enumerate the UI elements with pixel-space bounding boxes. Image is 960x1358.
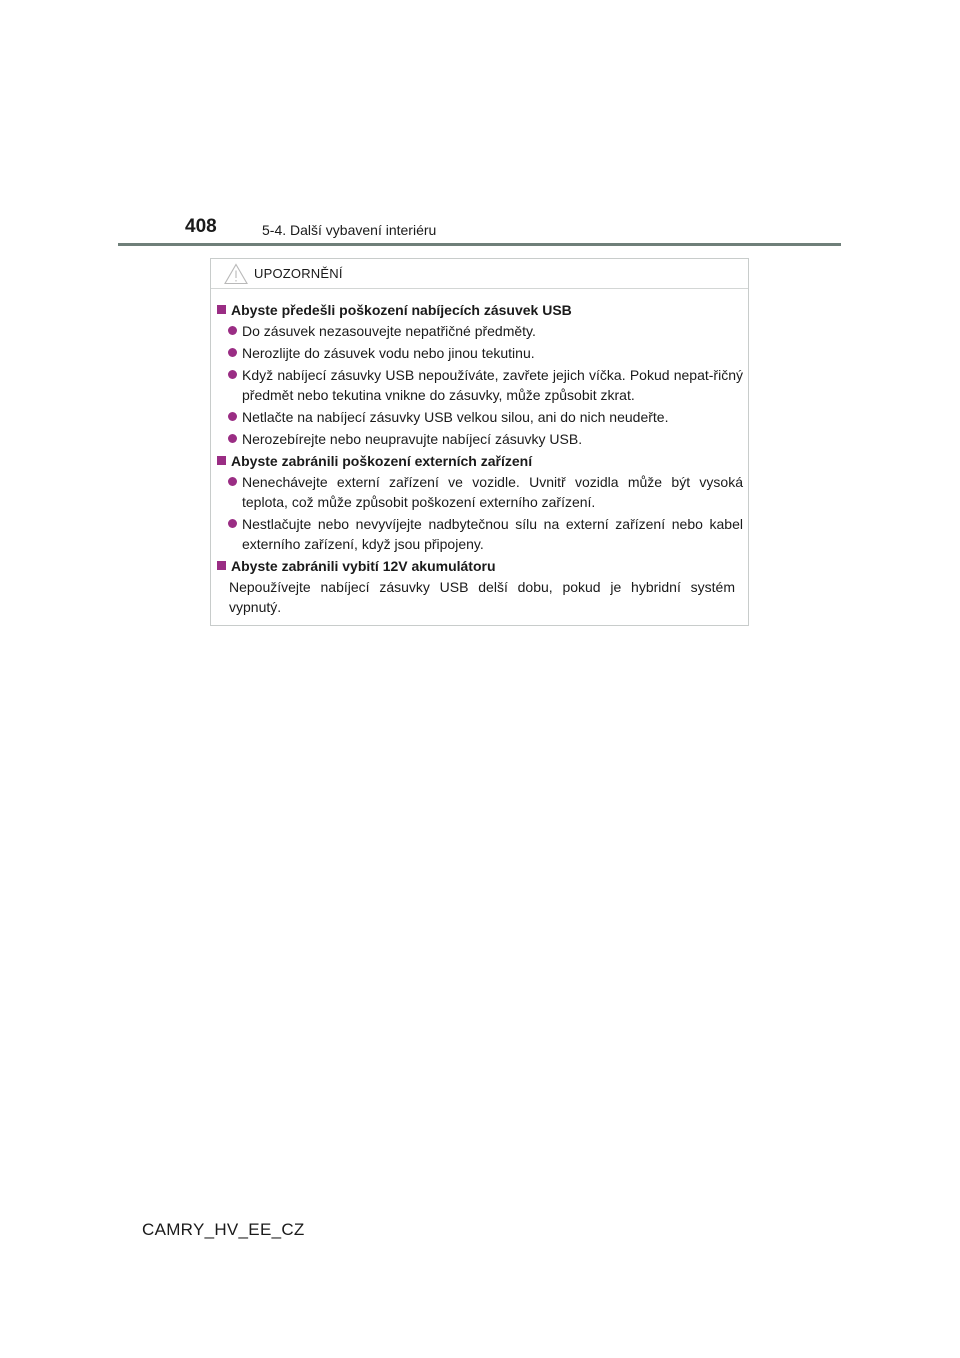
warning-triangle-icon xyxy=(224,263,248,285)
bullet-dot-icon xyxy=(228,412,237,421)
warning-box xyxy=(210,258,749,626)
list-item: Do zásuvek nezasouvejte nepatřičné předměty. xyxy=(217,321,745,341)
section-external-devices xyxy=(217,451,745,554)
bullet-dot-icon xyxy=(228,434,237,443)
bullet-dot-icon xyxy=(228,348,237,357)
list-item: Když nabíjecí zásuvky USB nepoužíváte, zavřete jejich víčka. Pokud nepat-řičný předmět nebo tekutina vnikne do zásuvky, může způsobit zkrat. xyxy=(217,365,745,405)
section-title-battery: Abyste zabránili vybití 12V akumulátoru xyxy=(231,558,496,574)
warning-header xyxy=(211,259,748,289)
bullet-dot-icon xyxy=(228,370,237,379)
header-rule xyxy=(118,243,841,246)
warning-content xyxy=(217,300,745,619)
section-title: 5-4. Další vybavení interiéru xyxy=(262,222,437,238)
bullet-dot-icon xyxy=(228,477,237,486)
list-item: Netlačte na nabíjecí zásuvky USB velkou silou, ani do nich neudeřte. xyxy=(217,407,745,427)
section-battery xyxy=(217,556,745,617)
document-code: CAMRY_HV_EE_CZ xyxy=(142,1220,305,1239)
warning-label: UPOZORNĚNÍ xyxy=(254,266,343,281)
bullet-dot-icon xyxy=(228,326,237,335)
section-paragraph: Nepoužívejte nabíjecí zásuvky USB delší dobu, pokud je hybridní systém vypnutý. xyxy=(229,579,735,615)
square-bullet-icon xyxy=(217,561,226,570)
bullet-dot-icon xyxy=(228,519,237,528)
list-item: Nerozlijte do zásuvek vodu nebo jinou tekutinu. xyxy=(217,343,745,363)
section-title-external: Abyste zabránili poškození externích zařízení xyxy=(231,453,533,469)
square-bullet-icon xyxy=(217,305,226,314)
section-usb xyxy=(217,300,745,449)
list-item: Nerozebírejte nebo neupravujte nabíjecí zásuvky USB. xyxy=(217,429,745,449)
square-bullet-icon xyxy=(217,456,226,465)
list-item: Nenechávejte externí zařízení ve vozidle. Uvnitř vozidla může být vysoká teplota, což může způsobit poškození externího zařízení. xyxy=(217,472,745,512)
page-header xyxy=(185,216,785,242)
section-title-usb: Abyste předešli poškození nabíjecích zásuvek USB xyxy=(231,302,572,318)
page-number: 408 xyxy=(185,216,217,237)
list-item: Nestlačujte nebo nevyvíjejte nadbytečnou sílu na externí zařízení nebo kabel externího zařízení, když jsou připojeny. xyxy=(217,514,745,554)
